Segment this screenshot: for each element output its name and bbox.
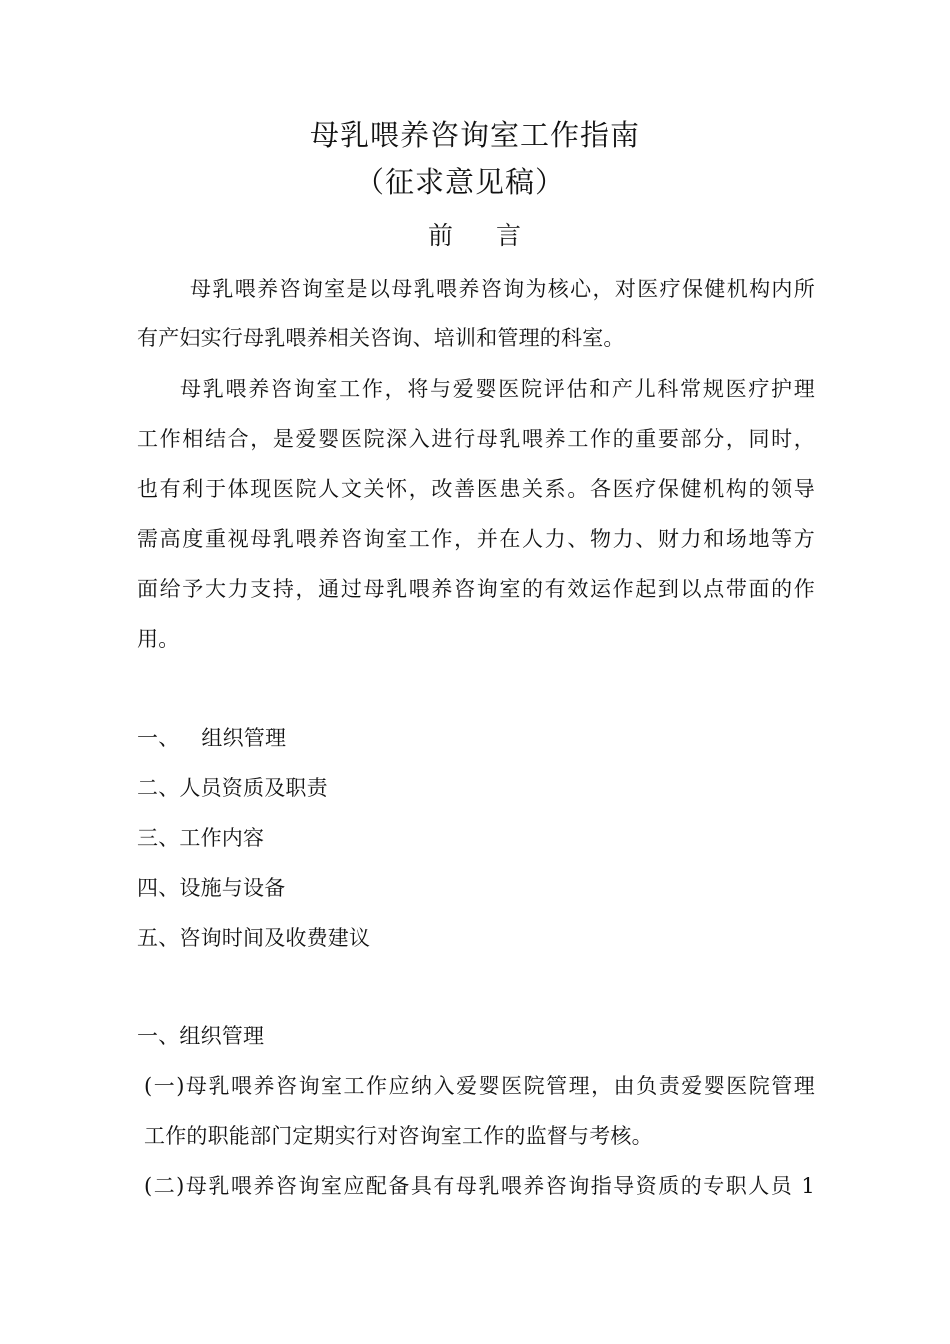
- preface-paragraph-1-line-1: 母乳喂养咨询室是以母乳喂养咨询为核心，对医疗保健机构内所: [190, 277, 815, 301]
- preface-heading-right: 言: [496, 221, 523, 250]
- toc-item-label: 工作内容: [179, 826, 265, 850]
- toc-item: [137, 772, 328, 802]
- toc-item-label: 组织管理: [201, 726, 287, 750]
- preface-paragraph-2-line-1: 母乳喂养咨询室工作，将与爱婴医院评估和产儿科常规医疗护理: [180, 377, 815, 401]
- preface-paragraph-2-line-5: 面给予大力支持，通过母乳喂养咨询室的有效运作起到以点带面的作: [137, 577, 815, 601]
- preface-paragraph-2-line-6: 用。: [137, 627, 180, 651]
- section-1-heading: 一、组织管理: [137, 1024, 265, 1048]
- toc-item-label: 人员资质及职责: [179, 776, 328, 800]
- toc-item-number: 五、: [137, 926, 180, 950]
- preface-paragraph-2-line-3: 也有利于体现医院人文关怀，改善医患关系。各医疗保健机构的领导: [137, 477, 815, 501]
- preface-paragraph-2-line-4: 需高度重视母乳喂养咨询室工作，并在人力、物力、财力和场地等方: [137, 527, 815, 551]
- toc-item-label: 设施与设备: [179, 876, 286, 900]
- preface-heading-left: 前: [427, 221, 454, 250]
- section-1-item-1-line-2: 工作的职能部门定期实行对咨询室工作的监督与考核。: [144, 1124, 653, 1148]
- preface-paragraph-1-line-2: 有产妇实行母乳喂养相关咨询、培训和管理的科室。: [137, 326, 625, 350]
- toc-item-number: 一、: [137, 726, 180, 750]
- toc-item-label: 咨询时间及收费建议: [179, 926, 371, 950]
- preface-paragraph-2-line-2: 工作相结合，是爱婴医院深入进行母乳喂养工作的重要部分，同时，: [137, 427, 815, 451]
- document-title: 母乳喂养咨询室工作指南: [309, 118, 640, 152]
- toc-item: [137, 872, 285, 902]
- section-1-item-2-line-1: (二)母乳喂养咨询室应配备具有母乳喂养咨询指导资质的专职人员 1: [144, 1174, 815, 1198]
- toc-item-number: 四、: [137, 876, 180, 900]
- section-1-item-1-line-1: (一)母乳喂养咨询室工作应纳入爱婴医院管理，由负责爱婴医院管理: [144, 1074, 815, 1098]
- toc-item-number: 三、: [137, 826, 180, 850]
- toc-item: [137, 922, 370, 952]
- document-subtitle: （征求意见稿）: [354, 165, 565, 199]
- toc-item: [137, 722, 286, 752]
- toc-item: [137, 822, 264, 852]
- preface-heading: [0, 216, 950, 252]
- toc-item-number: 二、: [137, 776, 180, 800]
